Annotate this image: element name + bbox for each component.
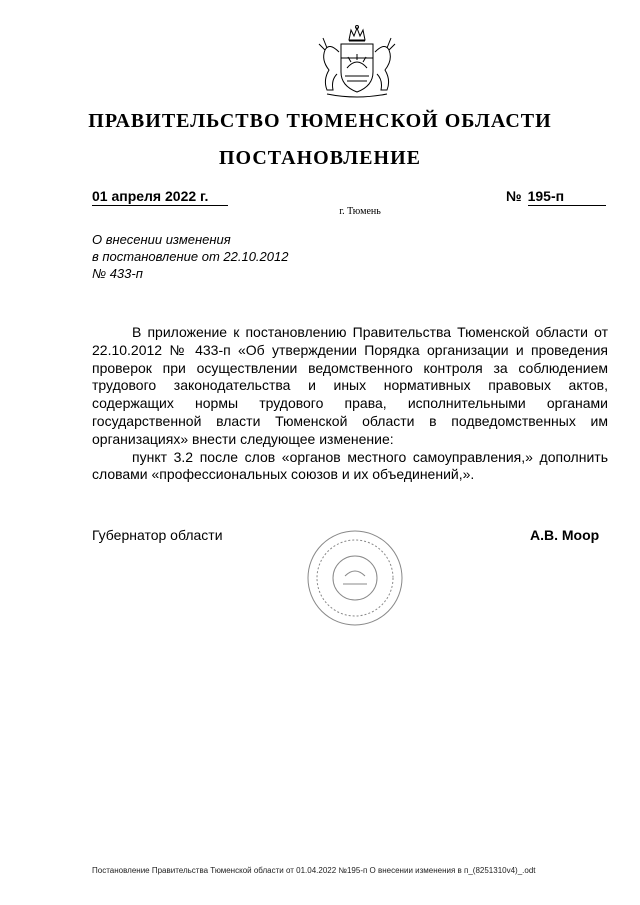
document-type: ПОСТАНОВЛЕНИЕ [219, 147, 421, 169]
signatory-name: А.В. Моор [530, 527, 600, 543]
footer-filename: Постановление Правительства Тюменской области от 01.04.2022 №195-п О внесении изменения в п_(8251310v4)_.odt [92, 866, 536, 875]
official-seal-icon [305, 528, 405, 628]
city-label: г. Тюмень [339, 206, 381, 217]
document-subject [92, 231, 288, 282]
subject-line: № 433-п [92, 266, 143, 281]
body-paragraph: пункт 3.2 после слов «органов местного самоуправления,» дополнить словами «профессиональных союзов и их объединений,». [92, 448, 608, 483]
document-date: 01 апреля 2022 г. [92, 188, 228, 206]
number-prefix: № [506, 188, 522, 204]
subject-line: О внесении изменения [92, 232, 231, 247]
document-body [92, 324, 608, 484]
subject-line: в постановление от 22.10.2012 [92, 249, 289, 264]
coat-of-arms-icon [311, 24, 403, 102]
signatory-position: Губернатор области [92, 527, 223, 543]
document-number: 195-п [528, 188, 606, 206]
body-paragraph: В приложение к постановлению Правительства Тюменской области от 22.10.2012 № 433-п «Об утверждении Порядка организации и проведения проверок при осуществлении ведомственного контроля за соблюдением трудового законодательства и иных нормативных правовых актов, содержащих нормы трудового права, исполнительными органами государственной власти Тюменской области в подведомственных им организациях» внести следующее изменение: [92, 324, 608, 447]
document-number-block [506, 188, 606, 206]
government-title: ПРАВИТЕЛЬСТВО ТЮМЕНСКОЙ ОБЛАСТИ [88, 110, 552, 132]
